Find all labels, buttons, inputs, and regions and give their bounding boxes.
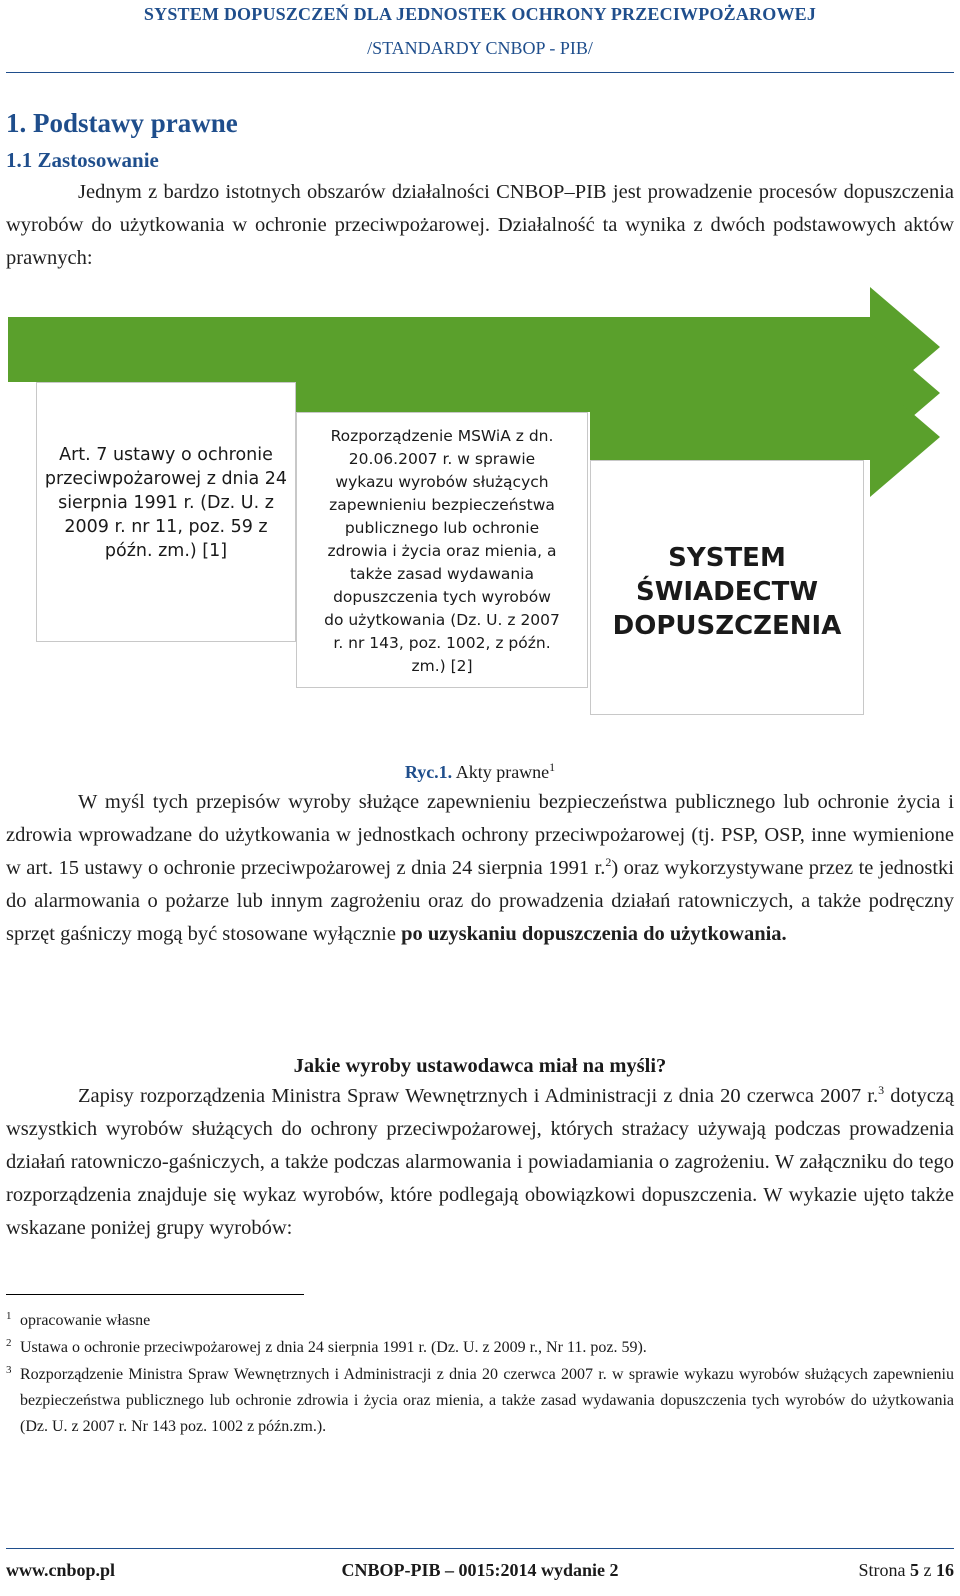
footer-page-number: [859, 1560, 955, 1581]
page-separator: z: [919, 1560, 936, 1580]
system-box-text: SYSTEM ŚWIADECTW DOPUSZCZENIA: [612, 543, 842, 641]
footnote-1-text: opracowanie własne: [20, 1312, 151, 1329]
intro-text: Jednym z bardzo istotnych obszarów działalności CNBOP–PIB jest prowadzenie procesów dopuszczenia wyrobów do użytkowania w ochronie przeciwpożarowej. Działalność ta wynika z dwóch podstawowych aktów prawnych:: [6, 181, 954, 269]
footer-website-link[interactable]: www.cnbop.pl: [6, 1560, 116, 1580]
para3-footnote-ref: 3: [878, 1083, 885, 1098]
footer-divider: [6, 1548, 954, 1549]
para2-part2: ) oraz wykorzystywane przez te jednostki do alarmowania o pożarze lub innym zagrożeniu oraz do prowadzenia działań ratowniczych, a także podręczny sprzęt gaśniczy mogą być stosowane wyłącznie: [6, 857, 954, 945]
footnote-divider: [6, 1294, 304, 1295]
legal-act-box-1: [36, 382, 296, 642]
section-heading: 1. Podstawy prawne: [6, 108, 238, 138]
header-divider: [6, 72, 954, 73]
footnote-3-num: 3: [6, 1364, 12, 1376]
page-label: Strona: [858, 1560, 910, 1580]
para2-footnote-ref: 2: [605, 855, 612, 870]
footnote-2: [6, 1335, 954, 1361]
question-heading: Jakie wyroby ustawodawca miał na myśli?: [293, 1055, 667, 1077]
footnote-3-text: Rozporządzenie Ministra Spraw Wewnętrznych i Administracji z dnia 20 czerwca 2007 r. w sprawie wykazu wyrobów służących zapewnieniu bezpieczeństwa publicznego lub ochronie zdrowia i życia oraz mienia, a także zasad wydawania dopuszczenia tych wyrobów do użytkowania (Dz. U. z 2007 r. Nr 143 poz. 1002 z późn.zm.).: [20, 1366, 954, 1435]
footnote-1-num: 1: [6, 1310, 12, 1322]
figure-caption: [0, 762, 960, 783]
document-header-subtitle: /STANDARDY CNBOP - PIB/: [367, 38, 593, 58]
legal-act-box-1-text: Art. 7 ustawy o ochronie przeciwpożarowej z dnia 24 sierpnia 1991 r. (Dz. U. z 2009 r. nr 11, poz. 59 z późn. zm.) [1]: [44, 445, 288, 561]
footer-document-id: CNBOP-PIB – 0015:2014 wydanie 2: [341, 1560, 619, 1580]
intro-paragraph: [6, 176, 954, 275]
total-pages: 16: [936, 1560, 954, 1580]
footnote-3: [6, 1362, 954, 1440]
para3-part1: Zapisy rozporządzenia Ministra Spraw Wewnętrznych i Administracji z dnia 20 czerwca 2007 r.: [78, 1085, 879, 1107]
para3-part2: dotyczą wszystkich wyrobów służących do ochrony przeciwpożarowej, których strażacy używają podczas prowadzenia działań ratowniczo-gaśniczych, a także podczas alarmowania i powiadamiania o zagrożeniu. W załączniku do tego rozporządzenia znajduje się wykaz wyrobów, które podlegają obowiązkowi dopuszczenia. W wykazie ujęto także wskazane poniżej grupy wyrobów:: [6, 1085, 954, 1239]
caption-label: Ryc.1.: [404, 762, 453, 782]
legal-act-box-2-text: Rozporządzenie MSWiA z dn. 20.06.2007 r. w sprawie wykazu wyrobów służących zapewnieniu bezpieczeństwa publicznego lub ochronie zdrowia i życia oraz mienia, a także zasad wydawania dopuszczenia tych wyrobów do użytkowania (Dz. U. z 2007 r. nr 143, poz. 1002, z późn. zm.) [2]: [324, 427, 560, 675]
footnote-2-num: 2: [6, 1337, 12, 1349]
document-header-title: SYSTEM DOPUSZCZEŃ DLA JEDNOSTEK OCHRONY PRZECIWPOŻAROWEJ: [143, 4, 817, 24]
system-box: [590, 460, 864, 715]
current-page: 5: [910, 1560, 919, 1580]
para2-part1: W myśl tych przepisów wyroby służące zapewnieniu bezpieczeństwa publicznego lub ochronie życia i zdrowia wprowadzane do użytkowania w jednostkach ochrony przeciwpożarowej (tj. PSP, OSP, inne wymienione w art. 15 ustawy o ochronie przeciwpożarowej z dnia 24 sierpnia 1991 r.: [6, 791, 954, 879]
footnote-1: [6, 1308, 954, 1334]
section-subheading: 1.1 Zastosowanie: [6, 148, 159, 172]
legal-acts-diagram: [0, 285, 960, 725]
caption-footnote-ref: 1: [549, 760, 556, 774]
paragraph-2: [6, 786, 954, 951]
para2-bold: po uzyskaniu dopuszczenia do użytkowania.: [401, 923, 787, 945]
paragraph-3: [6, 1080, 954, 1245]
legal-act-box-2: [296, 412, 588, 688]
page-footer: [0, 1560, 960, 1590]
caption-text: Akty prawne: [452, 762, 550, 782]
footnote-2-text: Ustawa o ochronie przeciwpożarowej z dnia 24 sierpnia 1991 r. (Dz. U. z 2009 r., Nr 11. poz. 59).: [20, 1339, 647, 1356]
